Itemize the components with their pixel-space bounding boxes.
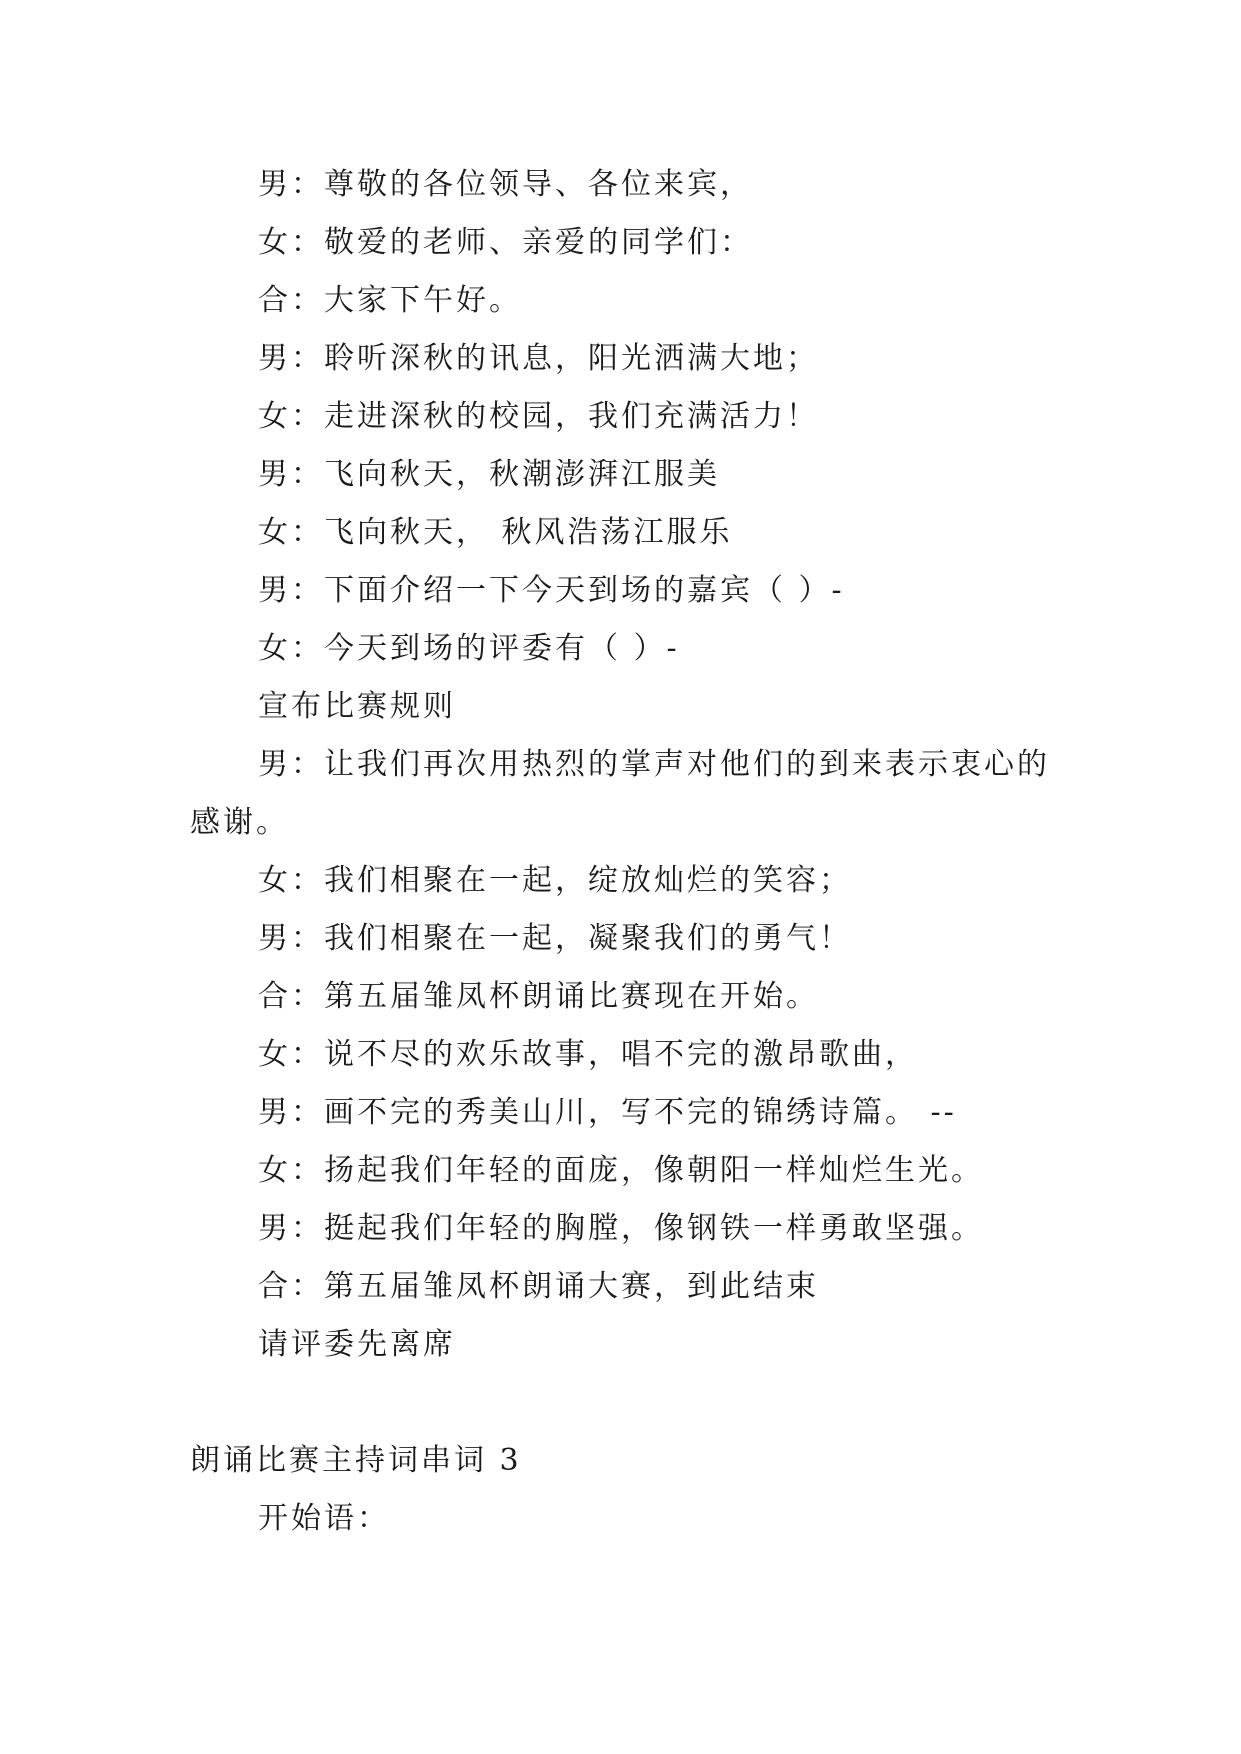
text-line: 男：聆听深秋的讯息，阳光洒满大地；	[258, 341, 819, 376]
text-line: 男：我们相聚在一起，凝聚我们的勇气！	[258, 921, 852, 956]
text-line: 男：画不完的秀美山川，写不完的锦绣诗篇。 --	[258, 1095, 957, 1130]
text-line: 男：飞向秋天，秋潮澎湃江服美	[258, 457, 720, 492]
text-line: 合：大家下午好。	[258, 283, 522, 318]
text-line: 请评委先离席	[258, 1327, 456, 1362]
text-line: 女：飞向秋天， 秋风浩荡江服乐	[258, 515, 733, 550]
text-line: 宣布比赛规则	[258, 689, 456, 724]
text-line: 男：尊敬的各位领导、各位来宾，	[258, 167, 753, 202]
section-title: 朗诵比赛主持词串词 3	[190, 1443, 522, 1478]
text-line: 女：说不尽的欢乐故事，唱不完的激昂歌曲，	[258, 1037, 918, 1072]
text-line: 男：让我们再次用热烈的掌声对他们的到来表示衷心的	[258, 747, 1050, 782]
text-line: 男：挺起我们年轻的胸膛，像钢铁一样勇敢坚强。	[258, 1211, 984, 1246]
text-line: 女：扬起我们年轻的面庞，像朝阳一样灿烂生光。	[258, 1153, 984, 1188]
text-line: 合：第五届雏凤杯朗诵大赛，到此结束	[258, 1269, 819, 1304]
text-line: 女：走进深秋的校园，我们充满活力！	[258, 399, 819, 434]
section-intro: 开始语：	[258, 1501, 390, 1536]
text-line: 女：敬爱的老师、亲爱的同学们：	[258, 225, 753, 260]
text-line: 合：第五届雏凤杯朗诵比赛现在开始。	[258, 979, 819, 1014]
text-line: 男：下面介绍一下今天到场的嘉宾（ ）-	[258, 573, 845, 608]
text-line: 女：我们相聚在一起，绽放灿烂的笑容；	[258, 863, 852, 898]
text-line: 感谢。	[190, 805, 289, 840]
text-line: 女：今天到场的评委有（ ）-	[258, 631, 680, 666]
